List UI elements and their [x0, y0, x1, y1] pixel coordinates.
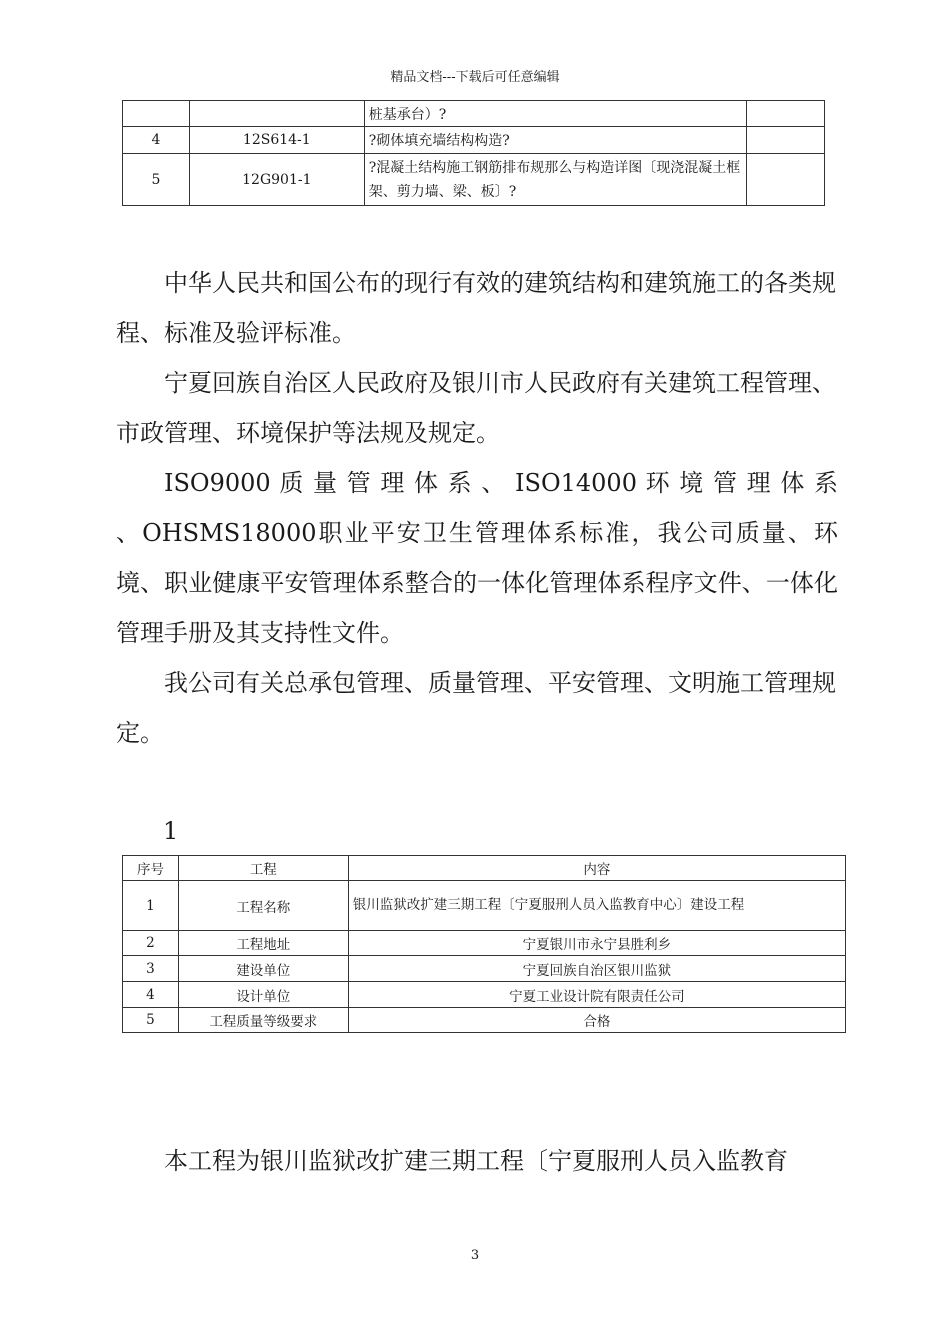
table-cell: 4	[123, 127, 190, 154]
table-cell	[123, 101, 190, 127]
project-overview-paragraph: 本工程为银川监狱改扩建三期工程〔宁夏服刑人员入监教育	[164, 1147, 788, 1175]
table-cell: 5	[123, 154, 190, 206]
section-number: 1	[163, 817, 179, 845]
table-cell	[747, 127, 825, 154]
table-cell: 设计单位	[178, 982, 348, 1008]
table-cell: 1	[123, 881, 179, 931]
table-row	[123, 127, 825, 154]
table-row	[123, 101, 825, 127]
table-cell: 12G901-1	[189, 154, 364, 206]
table-row	[123, 982, 846, 1008]
column-header: 内容	[348, 856, 845, 881]
table-row	[123, 1008, 846, 1033]
table-cell: ?砌体填充墙结构构造?	[364, 127, 746, 154]
page-header: 精品文档---下载后可任意编辑	[390, 70, 560, 85]
table-row	[123, 931, 846, 956]
basis-paragraph-2: 宁夏回族自治区人民政府及银川市人民政府有关建筑工程管理、市政管理、环境保护等法规及规定。	[116, 369, 836, 447]
table-row	[123, 881, 846, 931]
project-overview-table	[122, 855, 846, 1033]
table-cell: 工程质量等级要求	[178, 1008, 348, 1033]
table-cell: 2	[123, 931, 179, 956]
table-cell	[747, 101, 825, 127]
basis-paragraph-1: 中华人民共和国公布的现行有效的建筑结构和建筑施工的各类规程、标准及验评标准。	[116, 269, 836, 347]
table-cell: 银川监狱改扩建三期工程〔宁夏服刑人员入监教育中心〕建设工程	[348, 881, 845, 931]
table-cell: 12S614-1	[189, 127, 364, 154]
table-cell: 合格	[348, 1008, 845, 1033]
table-cell: 建设单位	[178, 956, 348, 982]
table-cell: 宁夏工业设计院有限责任公司	[348, 982, 845, 1008]
standards-table-continued	[122, 100, 825, 206]
table-cell: ?混凝土结构施工钢筋排布规那么与构造详图〔现浇混凝土框架、剪力墙、梁、板〕?	[364, 154, 746, 206]
table-row	[123, 956, 846, 982]
table-cell: 宁夏回族自治区银川监狱	[348, 956, 845, 982]
table-cell	[189, 101, 364, 127]
basis-paragraph-3: ISO9000 质 量 管 理 体 系 、 ISO14000 环 境 管 理 体 系 、OHSMS18000职业平安卫生管理体系标准，我公司质量、环境、职业健康平安管理体系整合的一体化管理体系程序文件、一体化管理手册及其支持性文件。	[116, 469, 838, 647]
table-row	[123, 154, 825, 206]
table-cell	[747, 154, 825, 206]
table-cell: 桩基承台）?	[364, 101, 746, 127]
page-number: 3	[470, 1248, 480, 1263]
table-cell: 5	[123, 1008, 179, 1033]
table-cell: 4	[123, 982, 179, 1008]
table-cell: 工程地址	[178, 931, 348, 956]
table-header-row	[123, 856, 846, 881]
table-cell: 宁夏银川市永宁县胜利乡	[348, 931, 845, 956]
column-header: 序号	[123, 856, 179, 881]
column-header: 工程	[178, 856, 348, 881]
table-cell: 工程名称	[178, 881, 348, 931]
basis-paragraph-4: 我公司有关总承包管理、质量管理、平安管理、文明施工管理规定。	[116, 669, 836, 747]
table-cell: 3	[123, 956, 179, 982]
